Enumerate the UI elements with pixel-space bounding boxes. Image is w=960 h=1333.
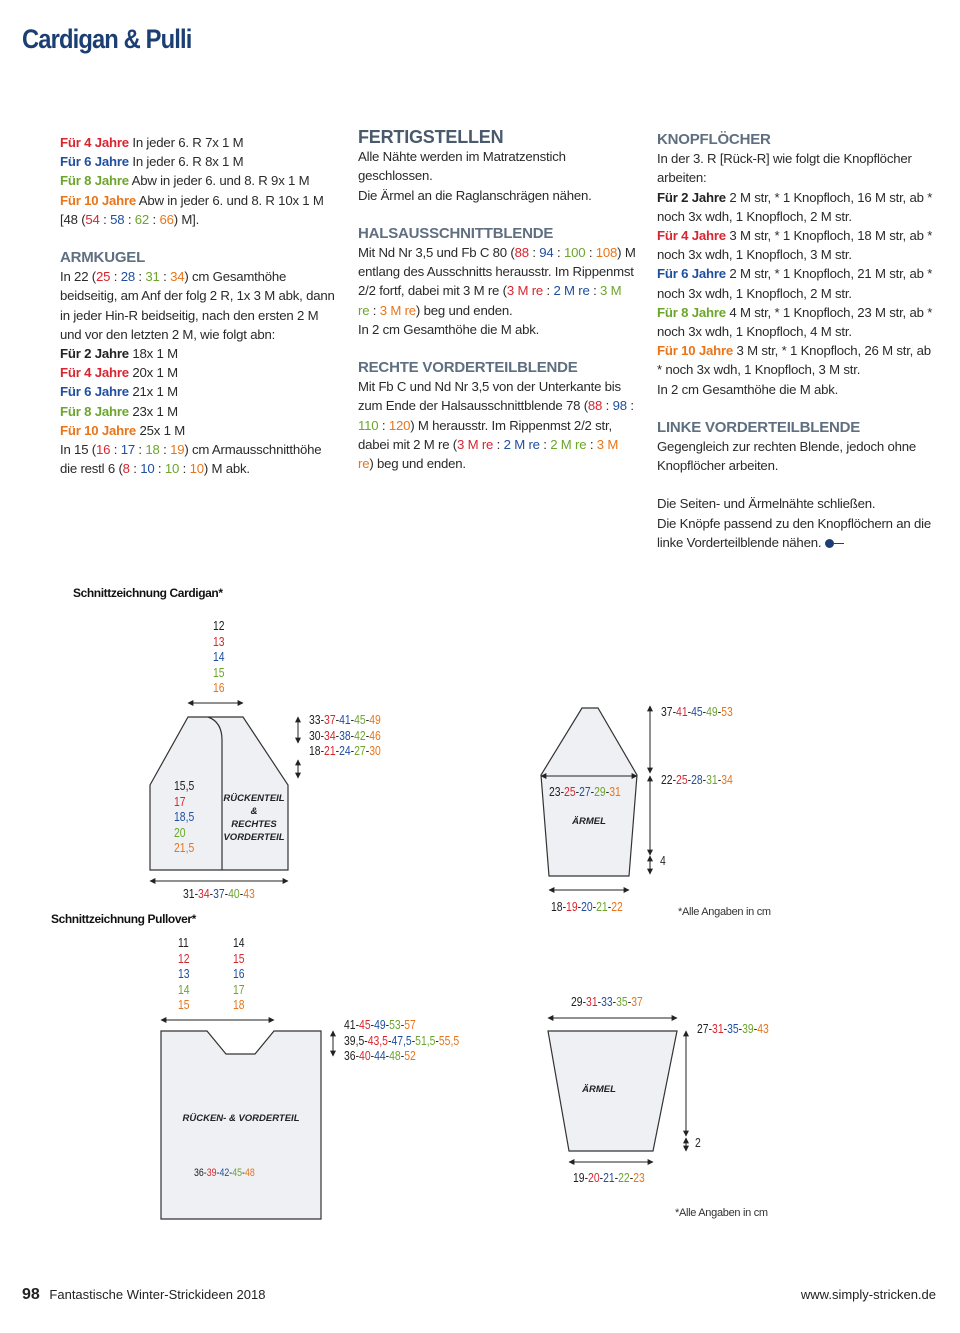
size-value: 15 (233, 950, 245, 966)
size-label: Für 6 Jahre (657, 266, 726, 282)
cardigan-bottom-sizes (183, 886, 255, 902)
size-value: 3 M re (506, 283, 544, 299)
page-title: Cardigan & Pulli (22, 24, 192, 54)
size-value: 66 (159, 211, 174, 227)
pullover-diagram-title: Schnittzeichnung Pullover* (51, 912, 196, 926)
size-value: 14 (213, 649, 225, 664)
sleeve1-label: ÄRMEL (572, 816, 606, 827)
size-value: 62 (134, 211, 150, 227)
measurement: 22-25-28-31-34 (661, 772, 733, 787)
pullover-body-shape (161, 1031, 321, 1219)
size-value: 15 (213, 664, 225, 680)
size-value: 16 (213, 680, 225, 695)
size-label: Für 8 Jahre (657, 304, 726, 320)
size-value: 31 (145, 269, 160, 285)
body-label-line: & (250, 806, 258, 817)
size-value: 98 (612, 398, 627, 414)
armkugel-heading: ARMKUGEL (60, 249, 146, 267)
size-text: In jeder 6. R 8x 1 M (128, 154, 244, 170)
size-label: Für 6 Jahre (60, 384, 129, 400)
size-text: 18x 1 M (128, 346, 178, 362)
size-label: Für 4 Jahre (657, 228, 726, 244)
size-value: 88 (587, 398, 603, 414)
measurement: 23-25-27-29-31 (549, 784, 621, 799)
fertigstellen-heading: FERTIGSTELLEN (358, 127, 504, 147)
body-label-line: RECHTES (231, 819, 277, 830)
size-text: 4 M str, * 1 Knopfloch, 23 M str, ab * noch 3x wdh, 1 Knopfloch, 4 M str. (657, 304, 933, 340)
size-value: 13 (178, 966, 190, 981)
size-label: Für 4 Jahre (60, 365, 129, 381)
size-value: 13 (213, 633, 225, 649)
body-label-line: RÜCKENTEIL (223, 793, 285, 804)
size-text: 3 M str, * 1 Knopfloch, 18 M str, ab * noch 3x wdh, 1 Knopfloch, 3 M str. (657, 228, 933, 263)
size-value: 10 (189, 461, 204, 477)
pullover-top-left-sizes (178, 935, 190, 1013)
measurement: 41-45-49-53-57 (344, 1017, 416, 1032)
pullover-top-right-sizes (233, 935, 245, 1013)
size-value: 10 (164, 461, 180, 477)
size-value: 94 (539, 245, 554, 261)
page-number: 98 (22, 1286, 40, 1303)
measurement: 30-34-38-42-46 (309, 727, 381, 743)
sleeve2-right-bottom-size: 2 (695, 1135, 701, 1150)
cardigan-left-sizes (174, 778, 194, 856)
size-text: 3 M str, * 1 Knopfloch, 26 M str, ab * noch 3x wdh, 1 Knopfloch, 3 M str. (657, 343, 931, 378)
measurement: 19-20-21-22-23 (573, 1170, 645, 1185)
sleeve2-top-sizes (571, 994, 643, 1010)
measurement: 36-40-44-48-52 (344, 1048, 416, 1063)
size-label: Für 10 Jahre (60, 422, 137, 438)
measurement: 31-34-37-40-43 (183, 886, 255, 901)
size-value: 3 M re (358, 283, 622, 318)
size-text: Abw in jeder 6. und 8. R 10x 1 M (136, 192, 324, 208)
knopf-end: In 2 cm Gesamthöhe die M abk. (657, 381, 839, 397)
size-text: 2 M str, * 1 Knopfloch, 16 M str, ab * noch 3x wdh, 1 Knopfloch, 2 M str. (657, 189, 933, 224)
fertigstellen-p1: Alle Nähte werden im Matratzenstich geschlossen. (358, 149, 566, 184)
size-text: 2 M str, * 1 Knopfloch, 21 M str, ab * noch 3x wdh, 1 Knopfloch, 2 M str. (657, 266, 933, 301)
pullover-right-sizes (344, 1017, 459, 1064)
size-label: Für 2 Jahre (657, 189, 726, 205)
size-label: Für 8 Jahre (60, 173, 129, 189)
links-heading: LINKE VORDERTEILBLENDE (657, 418, 861, 436)
hals-text: Mit Nd Nr 3,5 und Fb C 80 (88 : 94 : 100 : 108) M entlang des Ausschnitts herausstr. Im Rippenmst 2/2 fortf, dabei mit 3 M re (3 M re : 2 M re : 3 M re : 3 M re) beg und enden. (358, 245, 636, 318)
size-value: 21,5 (174, 840, 195, 855)
size-value: 16 (96, 442, 111, 458)
size-label: Für 10 Jahre (657, 343, 734, 359)
total-stitches: [48 (54 : 58 : 62 : 66) M]. (60, 211, 200, 227)
size-value: 2 M re (553, 283, 590, 299)
size-value: 15,5 (174, 778, 195, 793)
size-value: 88 (514, 245, 529, 261)
sleeve1-mid-sizes (549, 784, 621, 800)
pullover-body-label: RÜCKEN- & VORDERTEIL (182, 1113, 300, 1124)
size-text: 21x 1 M (128, 384, 178, 400)
size-value: 120 (388, 417, 411, 433)
sleeve1-right-top-sizes (661, 704, 733, 720)
size-value: 11 (178, 935, 189, 950)
links-text: Gegengleich zur rechten Blende, jedoch ohne Knopflöcher arbeiten. (657, 439, 917, 474)
size-value: 2 M re (503, 436, 540, 452)
size-value: 12 (213, 618, 225, 633)
note-2: *Alle Angaben in cm (675, 1207, 768, 1219)
size-value: 25 (96, 269, 111, 285)
sleeve1-right-mid-sizes (661, 772, 733, 788)
measurement: 18-19-20-21-22 (551, 899, 623, 914)
measurement: 37-41-45-49-53 (661, 704, 733, 719)
size-value: 17 (120, 442, 135, 458)
measurement: 36-39-42-45-48 (194, 1167, 255, 1179)
final-p2: Die Knöpfe passend zu den Knopflöchern an die linke Vorderteilblende nähen. (657, 515, 932, 550)
final-p1: Die Seiten- und Ärmelnähte schließen. (657, 496, 876, 512)
size-label: Für 4 Jahre (60, 135, 129, 150)
size-value: 108 (595, 245, 618, 261)
sleeve2-bottom-sizes (573, 1170, 645, 1186)
cardigan-diagram-title: Schnittzeichnung Cardigan* (73, 586, 223, 600)
size-value: 20 (174, 824, 186, 840)
hals-heading: HALSAUSSCHNITTBLENDE (358, 224, 554, 242)
measurement: 39,5-43,5-47,5-51,5-55,5 (344, 1032, 460, 1048)
recht-heading: RECHTE VORDERTEILBLENDE (358, 359, 578, 377)
footer-left (22, 1286, 265, 1304)
size-text: 25x 1 M (136, 422, 186, 438)
size-value: 15 (178, 997, 190, 1012)
hals-end: In 2 cm Gesamthöhe die M abk. (358, 321, 540, 337)
size-value: 17 (233, 981, 245, 997)
fertigstellen-p2: Die Ärmel an die Raglanschrägen nähen. (358, 187, 592, 203)
size-value: 12 (178, 950, 190, 966)
size-value: 100 (563, 245, 586, 261)
size-label: Für 10 Jahre (60, 192, 137, 208)
measurement: 29-31-33-35-37 (571, 994, 643, 1009)
recht-text: Mit Fb C und Nd Nr 3,5 von der Unterkante bis zum Ende der Halsausschnittblende 78 (88 : 98 : 110 : 120) M herausstr. Im Rippenmst 2/2 str, dabei mit 2 M re (3 M re : 2 M re : 2 M re : 3 M re) beg und enden. (358, 379, 634, 472)
size-text: Abw in jeder 6. und 8. R 9x 1 M (128, 173, 310, 189)
note-1: *Alle Angaben in cm (678, 906, 771, 918)
measurement: 18-21-24-27-30 (309, 743, 381, 758)
sleeve1-right-bottom-size: 4 (660, 853, 666, 868)
size-value: 3 M re (358, 436, 619, 472)
size-label: Für 6 Jahre (60, 154, 129, 170)
size-text: 23x 1 M (128, 403, 178, 419)
sleeve2-right-sizes (697, 1021, 769, 1037)
size-value: 54 (85, 211, 100, 227)
size-text: 20x 1 M (128, 365, 178, 381)
body-label-line: VORDERTEIL (223, 832, 285, 843)
size-value: 17 (174, 793, 186, 809)
knopf-intro: In der 3. R [Rück-R] wie folgt die Knopflöcher arbeiten: (657, 151, 912, 186)
footer-url[interactable]: www.simply-stricken.de (800, 1287, 936, 1302)
measurement: 33-37-41-45-49 (309, 712, 381, 727)
size-value: 10 (140, 461, 155, 477)
size-value: 14 (233, 935, 245, 950)
size-value: 8 (122, 461, 130, 477)
size-value: 16 (233, 966, 245, 981)
size-label: Für 2 Jahre (60, 346, 129, 362)
measurement: 27-31-35-39-43 (697, 1021, 769, 1036)
size-value: 19 (170, 442, 185, 458)
knopf-heading: KNOPFLÖCHER (657, 131, 771, 148)
size-value: 34 (170, 269, 185, 285)
cardigan-top-sizes (213, 618, 225, 696)
size-value: 3 M re (379, 302, 416, 318)
size-value: 2 M re (550, 436, 587, 452)
size-value: 18 (233, 997, 245, 1012)
size-label: Für 8 Jahre (60, 403, 129, 419)
sleeve1-bottom-sizes (551, 899, 623, 915)
sleeve2-label: ÄRMEL (582, 1084, 616, 1095)
publication-name: Fantastische Winter-Strickideen 2018 (49, 1287, 266, 1302)
cardigan-right-sizes (309, 712, 381, 759)
size-value: 18 (145, 442, 160, 458)
armkugel-end: In 15 (16 : 17 : 18 : 19) cm Armausschnitthöhe die restl 6 (8 : 10 : 10 : 10) M abk. (60, 442, 322, 477)
size-text: In jeder 6. R 7x 1 M (128, 135, 244, 150)
size-value: 28 (120, 269, 135, 285)
size-value: 3 M re (457, 436, 494, 452)
size-value: 14 (178, 981, 190, 997)
cardigan-body-label (222, 792, 286, 844)
size-value: 58 (110, 211, 125, 227)
size-value: 18,5 (174, 809, 195, 824)
size-value: 110 (358, 417, 379, 433)
pullover-bottom-sizes (194, 1166, 255, 1182)
armkugel-text: In 22 (25 : 28 : 31 : 34) cm Gesamthöhe beidseitig, am Anf der folg 2 R, 1x 3 M abk, dann in jeder Hin-R beidseitig, nach den ersten 2 M und vor den letzten 2 M, wie folgt abn: (60, 269, 335, 342)
